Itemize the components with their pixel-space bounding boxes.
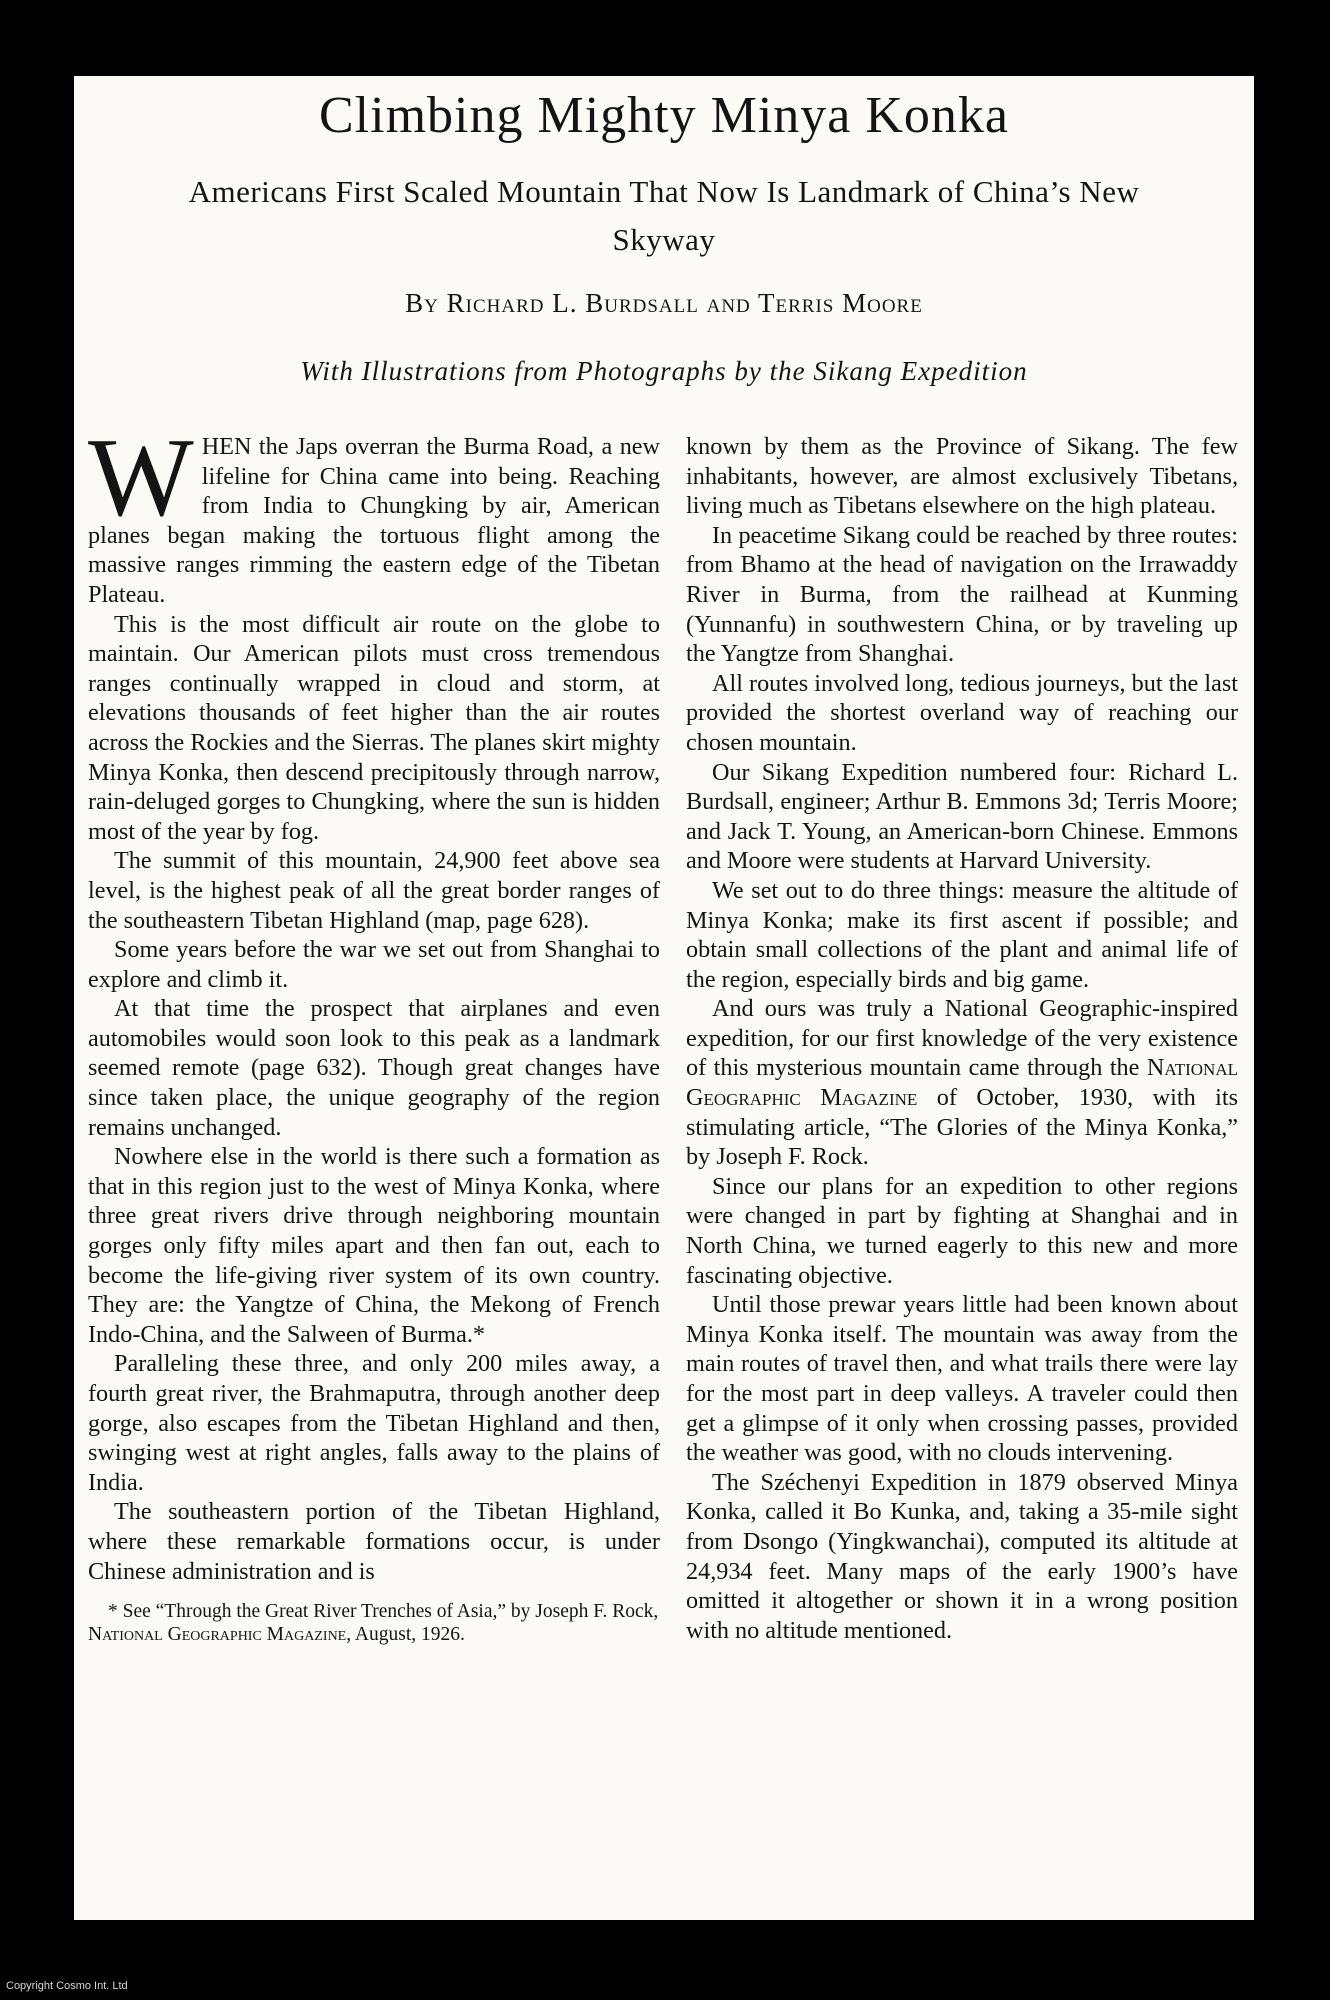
paragraph: In peacetime Sikang could be reached by three routes: from Bhamo at the head of navigation on the Irrawaddy River in Burma, from the railhead at Kunming (Yunnanfu) in southwestern China, or by traveling up the Yangtze from Shanghai. xyxy=(686,521,1238,668)
paragraph: We set out to do three things: measure the altitude of Minya Konka; make its first ascent if possible; and obtain small collections of the plant and animal life of the region, especially birds and big game. xyxy=(686,876,1238,993)
paragraph: Until those prewar years little had been known about Minya Konka itself. The mountain was away from the main routes of travel then, and what trails there were lay for the most part in deep valleys. A traveler could then get a glimpse of it only when crossing passes, provided the weather was good, with no clouds intervening. xyxy=(686,1291,1238,1467)
magazine-page xyxy=(74,76,1254,1920)
footnote-date: August, 1926. xyxy=(354,1624,465,1646)
paragraph: The summit of this mountain, 24,900 feet above sea level, is the highest peak of all the great border ranges of the southeastern Tibetan Highland (map, page 628). xyxy=(88,847,660,934)
paragraph: Our Sikang Expedition numbered four: Richard L. Burdsall, engineer; Arthur B. Emmons 3d; Terris Moore; and Jack T. Young, an American-born Chinese. Emmons and Moore were students at Harvard University. xyxy=(686,758,1238,875)
article-subtitle: Americans First Scaled Mountain That Now Is Landmark of China’s New Skyway xyxy=(188,174,1140,257)
footnote-magazine-name: National Geographic Magazine, xyxy=(88,1624,352,1646)
magazine-name: National Geographic Magazine xyxy=(686,1054,1238,1112)
paragraph: Since our plans for an expedition to other regions were changed in part by fighting at Shanghai and in North China, we turned eagerly to this new and more fascinating objective. xyxy=(686,1172,1238,1289)
paragraph: Paralleling these three, and only 200 miles away, a fourth great river, the Brahmaputra, through another deep gorge, also escapes from the Tibetan Highland and then, swinging west at right angles, falls away to the plains of India. xyxy=(88,1350,660,1496)
paragraph-text: And ours was truly a National Geographic-inspired expedition, for our first knowledge of the very existence of this mysterious mountain came through the xyxy=(686,995,1238,1082)
paragraph: This is the most difficult air route on the globe to maintain. Our American pilots must cross tremendous ranges continually wrapped in cloud and storm, at elevations thousands of feet higher than the air routes across the Rockies and the Sierras. The planes skirt mighty Minya Konka, then descend precipitously through narrow, rain-deluged gorges to Chungking, where the sun is hidden most of the year by fog. xyxy=(88,610,660,845)
article-byline: By Richard L. Burdsall and Terris Moore xyxy=(405,288,923,318)
paragraph: Some years before the war we set out from Shanghai to explore and climb it. xyxy=(88,936,660,993)
article-title: Climbing Mighty Minya Konka xyxy=(319,87,1009,144)
paragraph-text: HEN the Japs overran the Burma Road, a new lifeline for China came into being. Reaching from India to Chungking by air, American planes began making the tortuous flight among the massive ranges rimming the eastern edge of the Tibetan Plateau. xyxy=(88,433,660,608)
paragraph: All routes involved long, tedious journeys, but the last provided the shortest overland way of reaching our chosen mountain. xyxy=(686,669,1238,756)
paragraph xyxy=(88,416,660,610)
right-column xyxy=(686,432,1238,1645)
footnote-text: * See “Through the Great River Trenches of Asia,” by Joseph F. Rock, xyxy=(108,1601,659,1623)
footnote xyxy=(88,1600,660,1646)
left-column xyxy=(88,416,660,1646)
drop-cap: W xyxy=(88,416,194,540)
illustrations-credit: With Illustrations from Photographs by the Sikang Expedition xyxy=(300,356,1028,386)
paragraph: The Széchenyi Expedition in 1879 observed Minya Konka, called it Bo Kunka, and, taking a 35-mile sight from Dsongo (Yingkwanchai), computed its altitude at 24,934 feet. Many maps of the early 1900’s have omitted it altogether or shown it in a wrong position with no altitude mentioned. xyxy=(686,1468,1238,1644)
paragraph: known by them as the Province of Sikang. The few inhabitants, however, are almost exclusively Tibetans, living much as Tibetans elsewhere on the high plateau. xyxy=(686,433,1238,520)
paragraph: Nowhere else in the world is there such a formation as that in this region just to the west of Minya Konka, where three great rivers drive through neighboring mountain gorges only fifty miles apart and then fan out, each to become the life-giving river system of its own country. They are: the Yangtze of China, the Mekong of French Indo-China, and the Salween of Burma.* xyxy=(88,1143,660,1348)
paragraph-text: of October, 1930, with its stimulating article, “The Glories of the Minya Konka,” by Joseph F. Rock. xyxy=(686,1084,1239,1171)
copyright-notice: Copyright Cosmo Int. Ltd xyxy=(6,1980,128,1992)
paragraph: The southeastern portion of the Tibetan Highland, where these remarkable formations occur, is under Chinese administration and is xyxy=(88,1498,660,1585)
paragraph: At that time the prospect that airplanes and even automobiles would soon look to this peak as a landmark seemed remote (page 632). Though great changes have since taken place, the unique geography of the region remains unchanged. xyxy=(88,995,660,1141)
paragraph xyxy=(686,994,1238,1172)
